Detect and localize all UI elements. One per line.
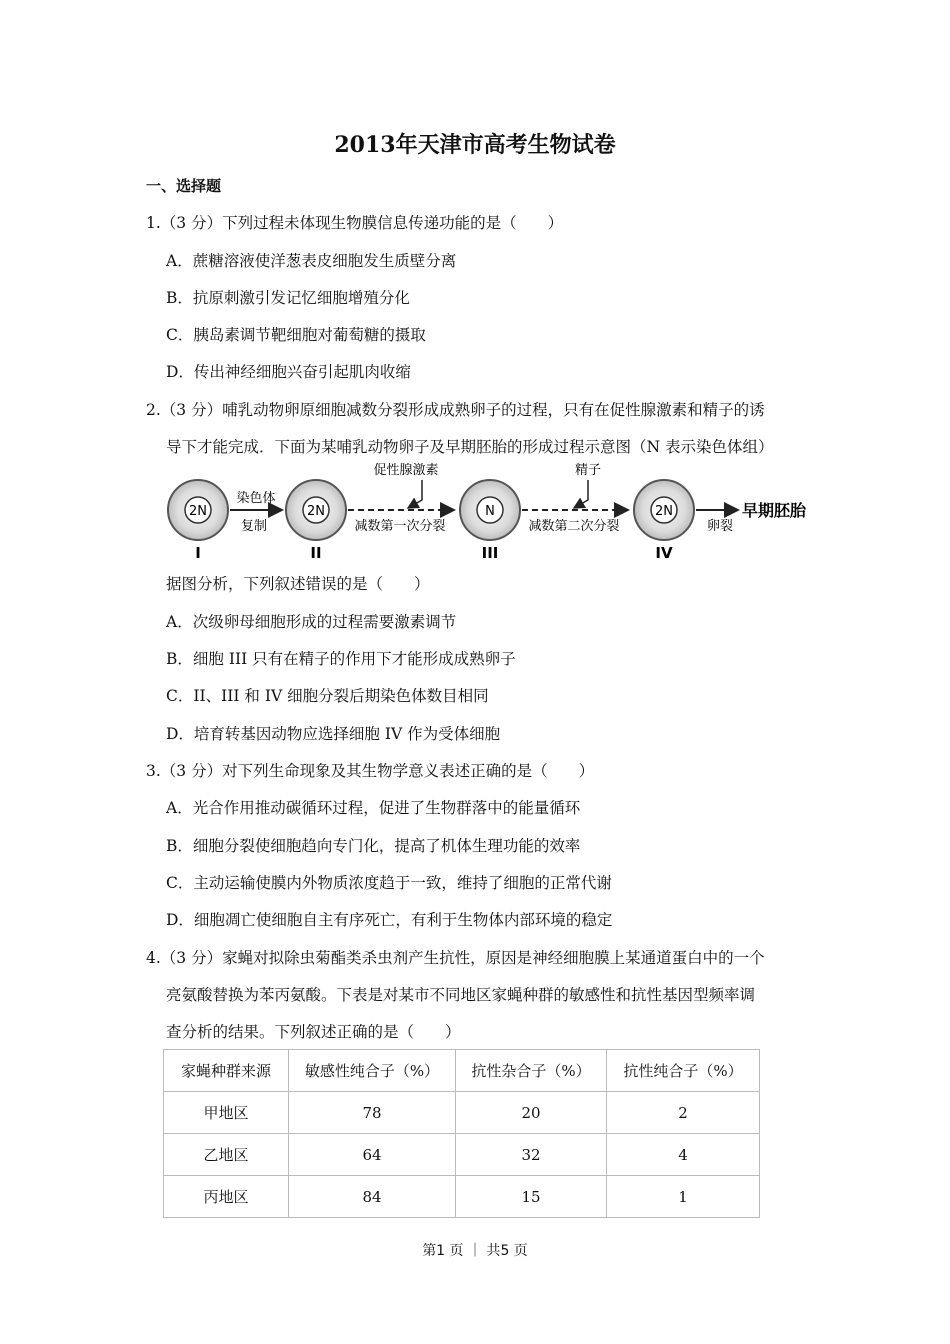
arrow4-bottom-label: 卵裂 [706,519,734,534]
question-2-stem-line1: 2.（3 分）哺乳动物卵原细胞减数分裂形成成熟卵子的过程，只有在促性腺激素和精子的诱 [146,401,765,419]
arrow1-bottom-label: 复制 [240,519,268,534]
table-cell: 64 [289,1134,456,1176]
question-3-option-c: C．主动运输使膜内外物质浓度趋于一致，维持了细胞的正常代谢 [166,874,612,892]
arrow1-top-label: 染色体 [236,491,276,506]
table-cell: 20 [456,1092,607,1134]
table-cell: 15 [456,1176,607,1218]
question-3-option-b: B．细胞分裂使细胞趋向专门化，提高了机体生理功能的效率 [166,837,581,855]
cell-iii-numeral: III [481,544,499,562]
cell-iv-numeral: IV [655,544,673,562]
question-1-option-b: B．抗原刺激引发记忆细胞增殖分化 [166,289,410,307]
table-header: 家蝇种群来源 [164,1050,289,1092]
table-cell: 2 [607,1092,760,1134]
table-row [164,1092,760,1134]
hormone-input-arrow [408,480,422,508]
cell-iii [460,480,520,562]
table-row [164,1134,760,1176]
question-2-prompt: 据图分析，下列叙述错误的是（ ） [166,575,430,593]
cell-i-label: 2N [189,504,207,519]
table-cell: 丙地区 [164,1176,289,1218]
table-cell: 4 [607,1134,760,1176]
oocyte-development-diagram [160,458,840,568]
cell-ii-label: 2N [307,504,325,519]
table-cell: 78 [289,1092,456,1134]
arrow2-bottom-label: 减数第一次分裂 [354,519,446,534]
table-cell: 1 [607,1176,760,1218]
question-1-stem: 1.（3 分）下列过程未体现生物膜信息传递功能的是（ ） [146,214,564,232]
cell-i-numeral: I [195,544,201,562]
section-heading: 一、选择题 [146,177,222,195]
question-4-stem-line1: 4.（3 分）家蝇对拟除虫菊酯类杀虫剂产生抗性，原因是神经细胞膜上某通道蛋白中的一个 [146,949,765,967]
cell-i [168,480,228,562]
table-row [164,1176,760,1218]
table-cell: 乙地区 [164,1134,289,1176]
table-header: 抗性杂合子（%） [456,1050,607,1092]
table-cell: 甲地区 [164,1092,289,1134]
table-header-row [164,1050,760,1092]
table-header: 抗性纯合子（%） [607,1050,760,1092]
cell-iv [634,480,694,562]
question-4-stem-line2: 亮氨酸替换为苯丙氨酸。下表是对某市不同地区家蝇种群的敏感性和抗性基因型频率调 [166,986,756,1004]
question-2-option-d: D．培育转基因动物应选择细胞 IV 作为受体细胞 [166,725,501,743]
question-4-stem-line3: 查分析的结果。下列叙述正确的是（ ） [166,1023,461,1041]
question-1-option-a: A．蔗糖溶液使洋葱表皮细胞发生质壁分离 [166,252,457,270]
question-2-option-b: B．细胞 III 只有在精子的作用下才能形成成熟卵子 [166,650,516,668]
question-3-stem: 3.（3 分）对下列生命现象及其生物学意义表述正确的是（ ） [146,762,595,780]
housefly-genotype-table [163,1049,760,1218]
question-1-option-c: C．胰岛素调节靶细胞对葡萄糖的摄取 [166,326,426,344]
page-title: 2013年天津市高考生物试卷 [334,132,616,158]
cell-ii-numeral: II [310,544,322,562]
early-embryo-label: 早期胚胎 [742,501,807,520]
question-2-option-a: A．次级卵母细胞形成的过程需要激素调节 [166,613,457,631]
question-1-option-d: D．传出神经细胞兴奋引起肌肉收缩 [166,363,411,381]
question-3-option-a: A．光合作用推动碳循环过程，促进了生物群落中的能量循环 [166,799,581,817]
page-footer: 第1 页 ｜ 共5 页 [422,1243,528,1259]
cell-iii-label: N [485,504,495,519]
sperm-input-arrow [574,480,588,508]
question-3-option-d: D．细胞凋亡使细胞自主有序死亡，有利于生物体内部环境的稳定 [166,911,613,929]
table-header: 敏感性纯合子（%） [289,1050,456,1092]
cell-iv-label: 2N [655,504,673,519]
input-hormone-label: 促性腺激素 [373,463,439,478]
table-cell: 32 [456,1134,607,1176]
input-sperm-label: 精子 [574,463,602,478]
question-2-option-c: C．II、III 和 IV 细胞分裂后期染色体数目相同 [166,687,489,705]
table-cell: 84 [289,1176,456,1218]
question-2-stem-line2: 导下才能完成．下面为某哺乳动物卵子及早期胚胎的形成过程示意图（N 表示染色体组） [166,438,774,456]
arrow3-bottom-label: 减数第二次分裂 [528,519,620,534]
cell-ii [286,480,346,562]
